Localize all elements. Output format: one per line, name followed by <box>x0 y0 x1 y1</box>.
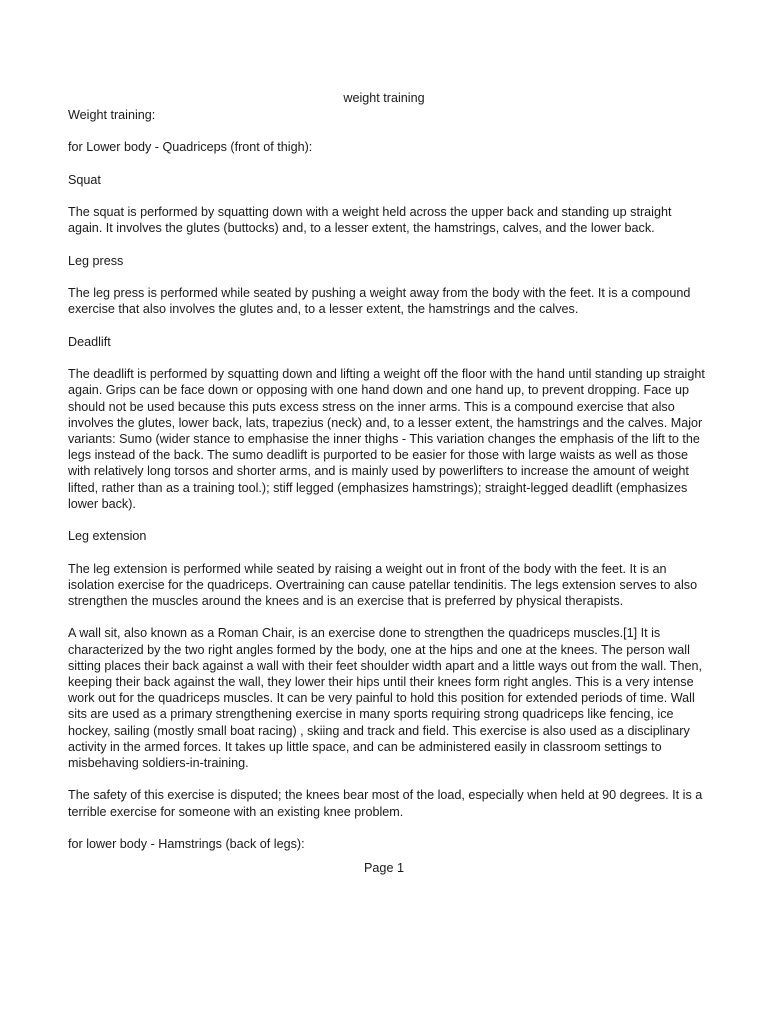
exercise-heading-leg-extension: Leg extension <box>68 529 147 544</box>
leg-press-description: The leg press is performed while seated by pushing a weight away from the body with the feet. It is a compound exercise that also involves the glutes and, to a lesser extent, the hamstrings and the calves. <box>68 286 691 317</box>
wall-sit-description: A wall sit, also known as a Roman Chair, is an exercise done to strengthen the quadriceps muscles.[1] It is characterized by the two right angles formed by the body, one at the hips and one at the knees. The person wall sitting places their back against a wall with their feet shoulder width apart and a little ways out from the wall. Then, keeping their back against the wall, they lower their hips until their knees form right angles. This is a very intense work out for the quadriceps muscles. It can be very painful to hold this position for extended periods of time. Wall sits are used as a primary strengthening exercise in many sports requiring strong quadriceps like fencing, ice hockey, sailing (mostly small boat racing) , skiing and track and field. This exercise is also used as a disciplinary activity in the armed forces. It takes up little space, and can be administered easily in classroom settings to misbehaving soldiers-in-training. <box>68 626 702 770</box>
page-number: Page 1 <box>364 861 404 875</box>
section-heading-hamstrings: for lower body - Hamstrings (back of legs): <box>68 836 305 851</box>
page-header-title: weight training <box>343 91 425 105</box>
document-body <box>68 107 708 868</box>
exercise-heading-leg-press: Leg press <box>68 253 124 268</box>
wall-sit-safety-note: The safety of this exercise is disputed; the knees bear most of the load, especially when held at 90 degrees. It is a terrible exercise for someone with an existing knee problem. <box>68 788 703 819</box>
section-heading-quadriceps: for Lower body - Quadriceps (front of thigh): <box>68 140 313 155</box>
exercise-heading-squat: Squat <box>68 172 101 187</box>
exercise-heading-deadlift: Deadlift <box>68 334 111 349</box>
deadlift-description: The deadlift is performed by squatting down and lifting a weight off the floor with the hand until standing up straight again. Grips can be face down or opposing with one hand down and one hand up, to prevent dropping. Face up should not be used because this puts excess stress on the inner arms. This is a compound exercise that also involves the glutes, lower back, lats, trapezius (neck) and, to a lesser extent, the hamstrings and the calves. Major variants: Sumo (wider stance to emphasise the inner thighs - This variation changes the emphasis of the lift to the legs instead of the back. The sumo deadlift is purported to be easier for those with large waists as well as those with relatively long torsos and shorter arms, and is mainly used by powerlifters to increase the amount of weight lifted, rather than as a training tool.); stiff legged (emphasizes hamstrings); straight-legged deadlift (emphasizes lower back). <box>68 367 705 511</box>
squat-description: The squat is performed by squatting down with a weight held across the upper back and standing up straight again. It involves the glutes (buttocks) and, to a lesser extent, the hamstrings, calves, and the lower back. <box>68 205 672 236</box>
leg-extension-description: The leg extension is performed while seated by raising a weight out in front of the body with the feet. It is an isolation exercise for the quadriceps. Overtraining can cause patellar tendinitis. The legs extension serves to also strengthen the muscles around the knees and is an exercise that is preferred by physical therapists. <box>68 561 698 608</box>
doc-title-paragraph: Weight training: <box>68 108 156 122</box>
